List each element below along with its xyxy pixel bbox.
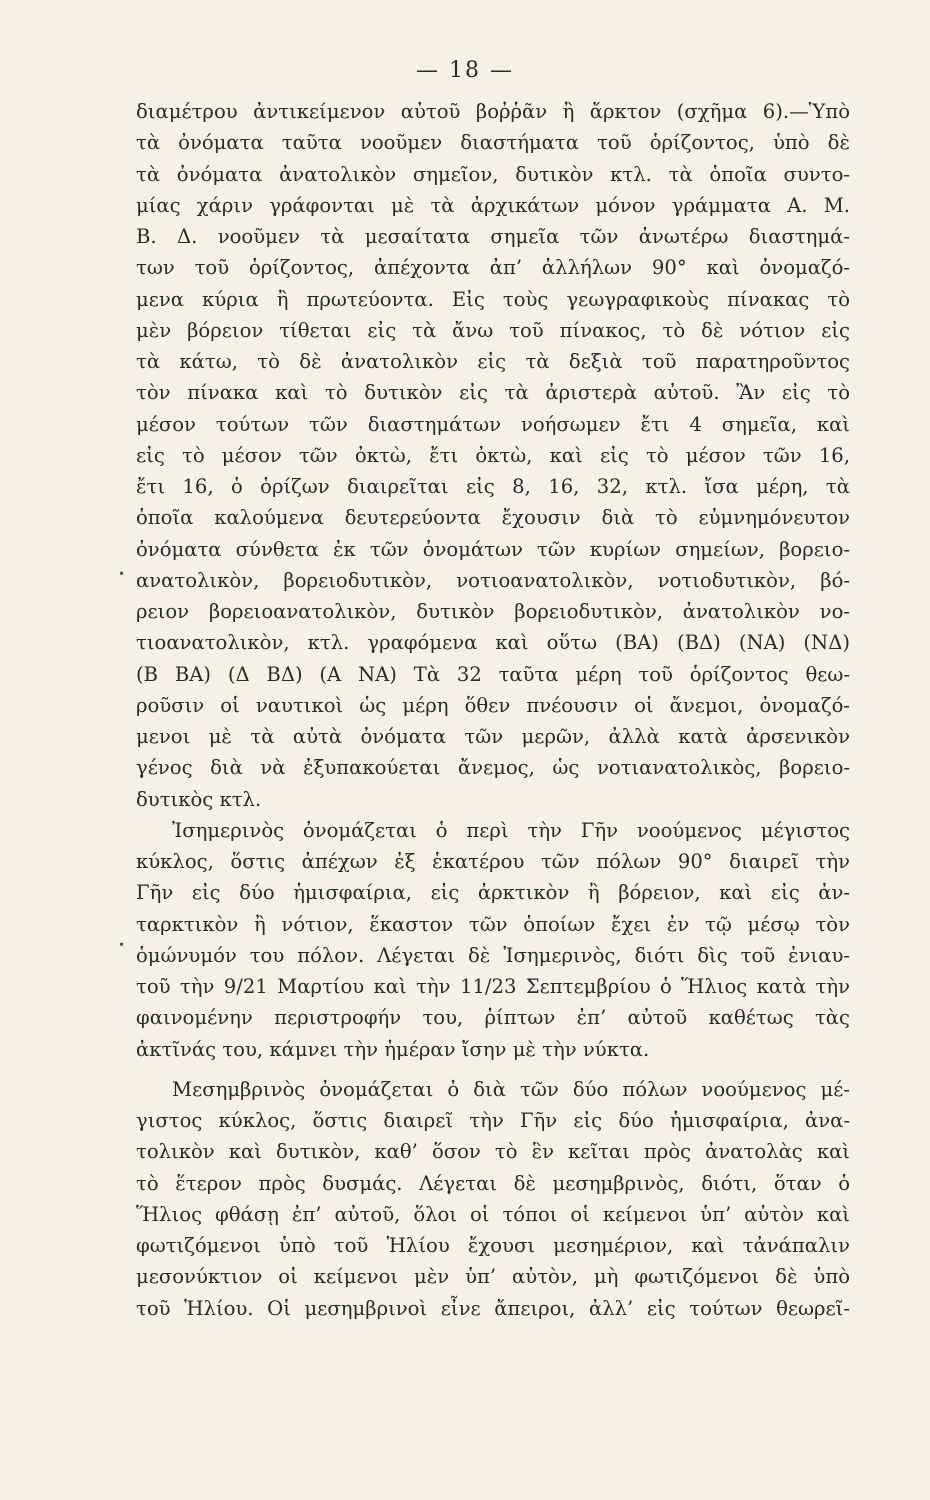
- text-line: (Β ΒΑ) (Δ ΒΔ) (Α ΝΑ) Τὰ 32 ταῦτα μέρη τοῦ ὁρίζοντος θεω-: [136, 662, 850, 686]
- text-line: ἔτι 16, ὁ ὁρίζων διαιρεῖται εἰς 8, 16, 32, κτλ. ἴσα μέρη, τὰ: [136, 475, 850, 498]
- text-line: φαινομένην περιστροφήν του, ῥίπτων ἐπ’ αὐτοῦ καθέτως τὰς: [136, 1006, 850, 1030]
- text-line: Β. Δ. νοοῦμεν τὰ μεσαίτατα σημεῖα τῶν ἀνωτέρω διαστημά-: [136, 225, 850, 248]
- text-line: τὰ κάτω, τὸ δὲ ἀνατολικὸν εἰς τὰ δεξιὰ τοῦ παρατηροῦντος: [136, 350, 850, 373]
- paragraph: [136, 815, 850, 1065]
- page-number: — 18 —: [416, 58, 514, 83]
- text-line: ὀνόματα σύνθετα ἐκ τῶν ὀνομάτων τῶν κυρίων σημείων, βορειο-: [136, 537, 850, 561]
- text-line: ταρκτικὸν ἢ νότιον, ἕκαστον τῶν ὁποίων ἔχει ἐν τῷ μέσῳ τὸν: [136, 912, 850, 936]
- text-line: διαμέτρου ἀντικείμενον αὐτοῦ βοῤῥᾶν ἢ ἄρκτον (σχῆμα 6).—Ὑπὸ: [136, 100, 850, 123]
- text-line: τολικὸν καὶ δυτικὸν, καθ’ ὅσον τὸ ἓν κεῖται πρὸς ἀνατολὰς καὶ: [136, 1140, 850, 1164]
- text-line: ανατολικὸν, βορειοδυτικὸν, νοτιοανατολικὸν, νοτιοδυτικὸν, βό-: [136, 568, 850, 592]
- text-line: ροῦσιν οἱ ναυτικοὶ ὡς μέρη ὅθεν πνέουσιν οἱ ἄνεμοι, ὀνομαζό-: [136, 693, 850, 717]
- text-line: μενοι μὲ τὰ αὐτὰ ὀνόματα τῶν μερῶν, ἀλλὰ κατὰ ἀρσενικὸν: [136, 725, 850, 748]
- text-line: τὸν πίνακα καὶ τὸ δυτικὸν εἰς τὰ ἀριστερὰ αὐτοῦ. Ἂν εἰς τὸ: [136, 381, 850, 405]
- text-line: φωτιζόμενοι ὑπὸ τοῦ Ἡλίου ἔχουσι μεσημέριον, καὶ τἀνάπαλιν: [136, 1234, 850, 1257]
- text-line: τιοανατολικὸν, κτλ. γραφόμενα καὶ οὕτω (ΒΑ) (ΒΔ) (ΝΑ) (ΝΔ): [136, 631, 850, 655]
- text-line: μὲν βόρειον τίθεται εἰς τὰ ἄνω τοῦ πίνακος, τὸ δὲ νότιον εἰς: [136, 318, 850, 342]
- margin-dot: •: [118, 938, 126, 952]
- margin-dot: •: [118, 567, 126, 581]
- text-line: τοῦ τὴν 9/21 Μαρτίου καὶ τὴν 11/23 Σεπτεμβρίου ὁ Ἥλιος κατὰ τὴν: [136, 975, 850, 998]
- paragraph: [136, 1074, 850, 1324]
- text-line: Ἥλιος φθάσῃ ἐπ’ αὐτοῦ, ὅλοι οἱ τόποι οἱ κείμενοι ὑπ’ αὐτὸν καὶ: [136, 1202, 850, 1226]
- text-line: ρειον βορειοανατολικὸν, δυτικὸν βορειοδυτικὸν, ἀνατολικὸν νο-: [136, 600, 850, 623]
- paragraph: [136, 96, 850, 815]
- body-text: [136, 96, 850, 1324]
- text-line: Μεσημβρινὸς ὀνομάζεται ὁ διὰ τῶν δύο πόλων νοούμενος μέ-: [172, 1077, 850, 1101]
- text-line: ὁποῖα καλούμενα δευτερεύοντα ἔχουσιν διὰ τὸ εὐμνημόνευτον: [136, 506, 850, 530]
- text-line: ὁμώνυμόν του πόλον. Λέγεται δὲ Ἰσημερινὸς, διότι δὶς τοῦ ἐνιαυ-: [136, 943, 850, 967]
- text-line: μέσον τούτων τῶν διαστημάτων νοήσωμεν ἔτι 4 σημεῖα, καὶ: [136, 412, 850, 436]
- text-line: εἰς τὸ μέσον τῶν ὀκτὼ, ἔτι ὀκτὼ, καὶ εἰς τὸ μέσον τῶν 16,: [136, 443, 850, 467]
- paragraph-gap: [136, 1065, 850, 1074]
- text-line: τὰ ὀνόματα ταῦτα νοοῦμεν διαστήματα τοῦ ὁρίζοντος, ὑπὸ δὲ: [136, 131, 850, 155]
- text-line: γιστος κύκλος, ὅστις διαιρεῖ τὴν Γῆν εἰς δύο ἡμισφαίρια, ἀνα-: [136, 1109, 850, 1132]
- text-line: ἀκτῖνάς του, κάμνει τὴν ἡμέραν ἴσην μὲ τὴν νύκτα.: [136, 1037, 650, 1061]
- text-line: δυτικὸς κτλ.: [136, 787, 262, 811]
- text-line: μίας χάριν γράφονται μὲ τὰ ἀρχικάτων μόνον γράμματα Α. Μ.: [136, 193, 850, 217]
- text-line: των τοῦ ὁρίζοντος, ἀπέχοντα ἀπ’ ἀλλήλων 90° καὶ ὀνομαζό-: [136, 256, 850, 280]
- text-line: Γῆν εἰς δύο ἡμισφαίρια, εἰς ἀρκτικὸν ἢ βόρειον, καὶ εἰς ἀν-: [136, 881, 850, 905]
- text-line: τὰ ὀνόματα ἀνατολικὸν σημεῖον, δυτικὸν κτλ. τὰ ὁποῖα συντο-: [136, 162, 850, 186]
- text-line: κύκλος, ὅστις ἀπέχων ἐξ ἑκατέρου τῶν πόλων 90° διαιρεῖ τὴν: [136, 850, 850, 873]
- text-line: μεσονύκτιον οἱ κείμενοι μὲν ὑπ’ αὐτὸν, μὴ φωτιζόμενοι δὲ ὑπὸ: [136, 1265, 850, 1289]
- text-line: μενα κύρια ἢ πρωτεύοντα. Εἰς τοὺς γεωγραφικοὺς πίνακας τὸ: [136, 287, 850, 311]
- text-line: τοῦ Ἡλίου. Οἱ μεσημβρινοὶ εἶνε ἄπειροι, ἀλλ’ εἰς τούτων θεωρεῖ-: [136, 1296, 850, 1320]
- text-line: Ἰσημερινὸς ὀνομάζεται ὁ περὶ τὴν Γῆν νοούμενος μέγιστος: [172, 818, 850, 842]
- text-line: γένος διὰ νὰ ἐξυπακούεται ἄνεμος, ὡς νοτιανατολικὸς, βορειο-: [136, 756, 850, 780]
- text-line: τὸ ἕτερον πρὸς δυσμάς. Λέγεται δὲ μεσημβρινὸς, διότι, ὅταν ὁ: [136, 1171, 850, 1195]
